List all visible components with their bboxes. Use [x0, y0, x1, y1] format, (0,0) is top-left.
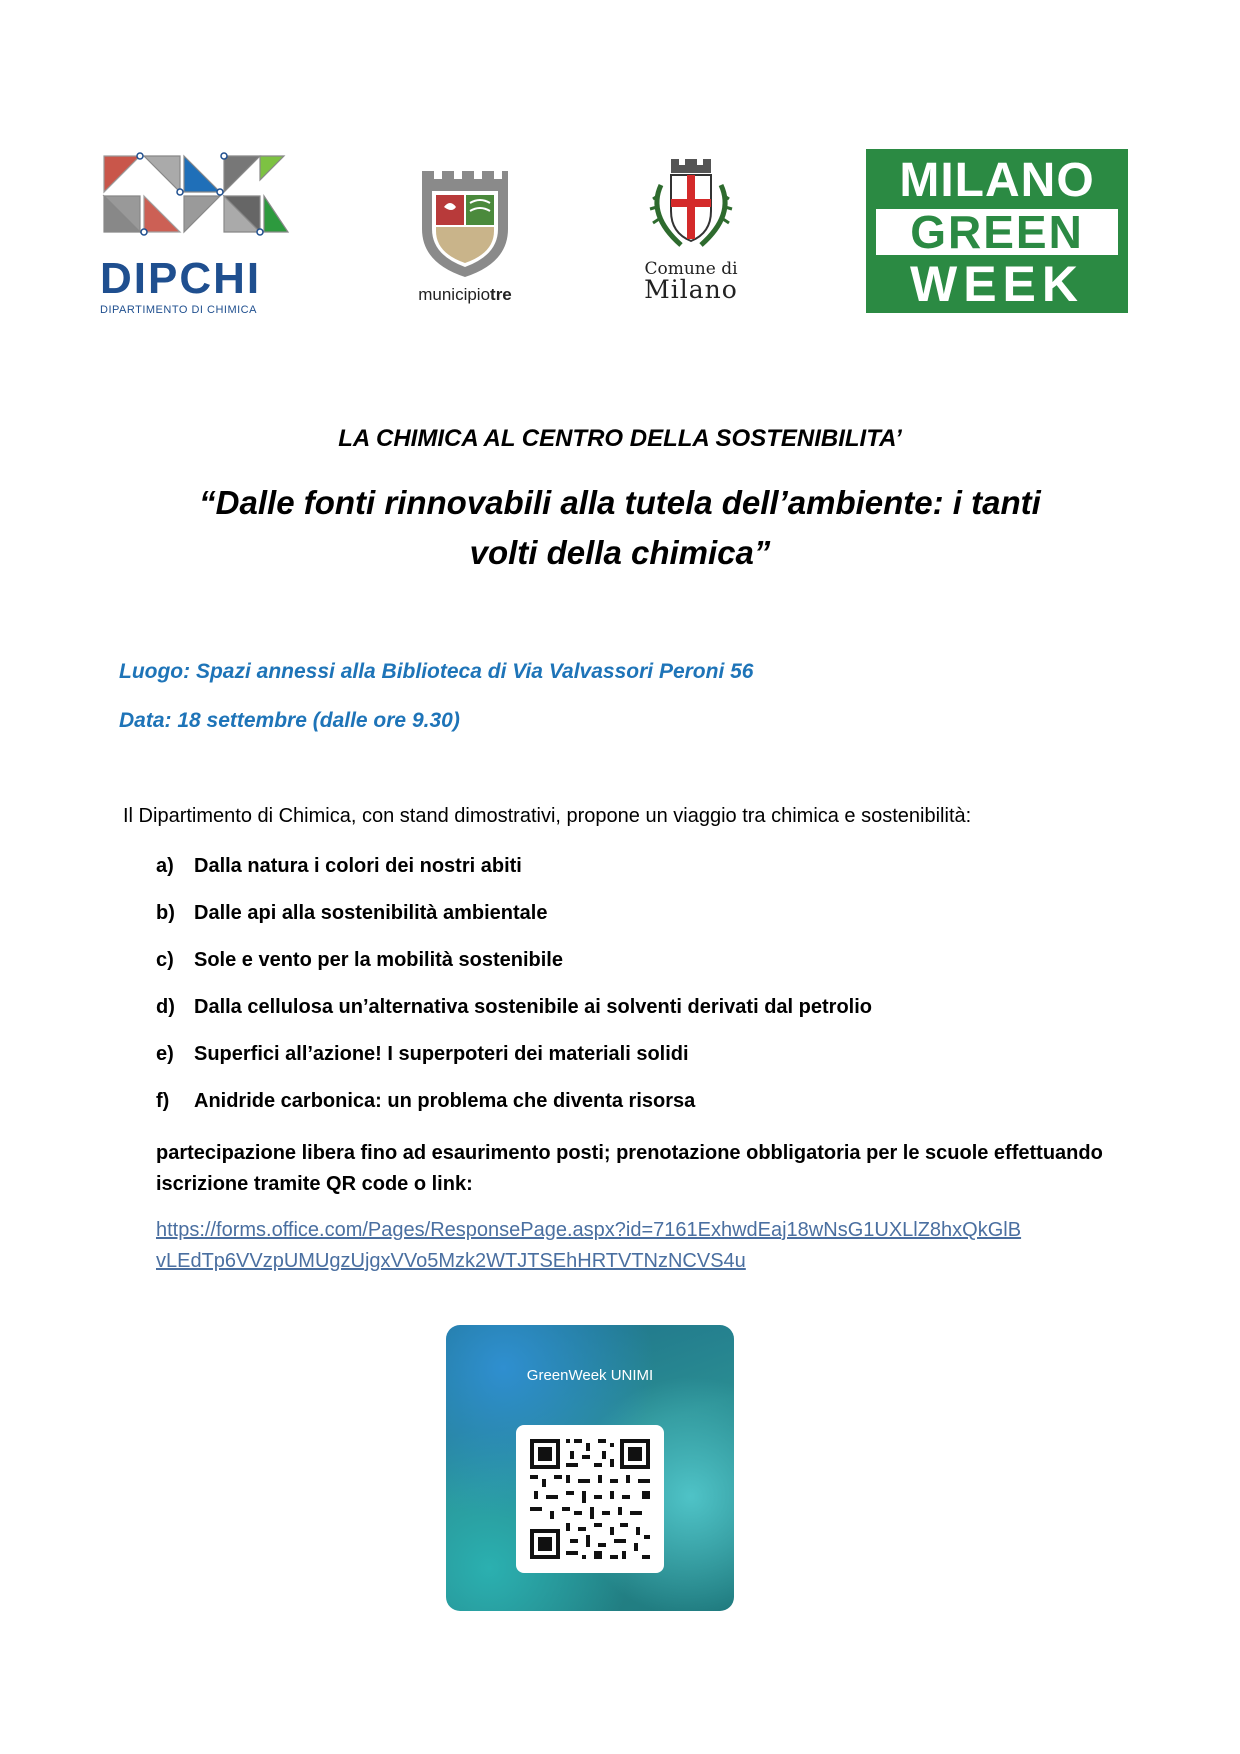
dipchi-subtitle: DIPARTIMENTO DI CHIMICA	[100, 304, 257, 316]
list-item-text: Dalla natura i colori dei nostri abiti	[194, 855, 522, 877]
list-item-text: Superfici all’azione! I superpoteri dei materiali solidi	[194, 1043, 689, 1065]
participation-text: partecipazione libera fino ad esaurimento posti; prenotazione obbligatoria per le scuole effettuando iscrizione tramite QR code o link:	[156, 1142, 1103, 1195]
list-item	[156, 996, 872, 1043]
comune-line2: Milano	[644, 275, 738, 304]
milano-green-week-logo	[866, 149, 1128, 313]
mgw-line3: WEEK	[910, 256, 1084, 312]
registration-link-line1[interactable]: https://forms.office.com/Pages/ResponsePage.aspx?id=7161ExhwdEaj18wNsG1UXLlZ8hxQkGlB	[156, 1219, 1022, 1241]
qr-code-icon[interactable]	[516, 1425, 664, 1573]
list-item-letter: c)	[156, 949, 174, 971]
list-item	[156, 855, 872, 902]
list-item-letter: f)	[156, 1090, 170, 1112]
municipio-shield-icon	[418, 167, 512, 279]
list-item-text: Anidride carbonica: un problema che diventa risorsa	[194, 1090, 696, 1112]
intro-text: Il Dipartimento di Chimica, con stand dimostrativi, propone un viaggio tra chimica e sostenibilità:	[123, 805, 972, 827]
dipchi-wordmark: DIPCHI	[100, 254, 262, 303]
comune-milano-logo	[636, 155, 746, 305]
list-item-letter: d)	[156, 996, 175, 1018]
registration-link[interactable]	[156, 1215, 1156, 1277]
page-title-line2: volti della chimica”	[469, 534, 771, 571]
registration-link-line2[interactable]: vLEdTp6VVzpUMUgzUjgxVVo5Mzk2WTJTSEhHRTVTNzNCVS4u	[156, 1250, 746, 1272]
qr-label: GreenWeek UNIMI	[526, 1367, 654, 1384]
list-item	[156, 1043, 872, 1090]
event-date: Data: 18 settembre (dalle ore 9.30)	[119, 709, 460, 732]
list-item-text: Sole e vento per la mobilità sostenibile	[194, 949, 563, 971]
mgw-line2: GREEN	[910, 206, 1084, 258]
qr-code-box[interactable]	[516, 1425, 664, 1573]
municipio-tre-wordmark	[405, 285, 525, 305]
dipchi-logo	[100, 152, 290, 316]
activity-list	[156, 855, 872, 1137]
page-title	[140, 478, 1100, 578]
event-place: Luogo: Spazi annessi alla Biblioteca di Via Valvassori Peroni 56	[119, 660, 754, 683]
list-item	[156, 902, 872, 949]
municipio-suffix: tre	[490, 285, 512, 304]
qr-code-card	[446, 1325, 734, 1611]
list-item-letter: a)	[156, 855, 174, 877]
list-item-text: Dalle api alla sostenibilità ambientale	[194, 902, 548, 924]
list-item-letter: b)	[156, 902, 175, 924]
comune-line1: Comune di	[644, 259, 738, 279]
list-item	[156, 1090, 872, 1137]
page-title-line1: “Dalle fonti rinnovabili alla tutela dell’ambiente: i tanti	[199, 484, 1041, 521]
municipio-tre-logo	[405, 167, 525, 307]
list-item	[156, 949, 872, 996]
list-item-letter: e)	[156, 1043, 174, 1065]
list-item-text: Dalla cellulosa un’alternativa sostenibile ai solventi derivati dal petrolio	[194, 996, 872, 1018]
milano-coat-of-arms-icon	[643, 155, 739, 255]
page-kicker: LA CHIMICA AL CENTRO DELLA SOSTENIBILITA’	[338, 425, 902, 452]
mgw-line1: MILANO	[899, 154, 1095, 207]
dipchi-emblem-icon	[100, 152, 290, 247]
municipio-prefix: municipio	[418, 285, 491, 304]
